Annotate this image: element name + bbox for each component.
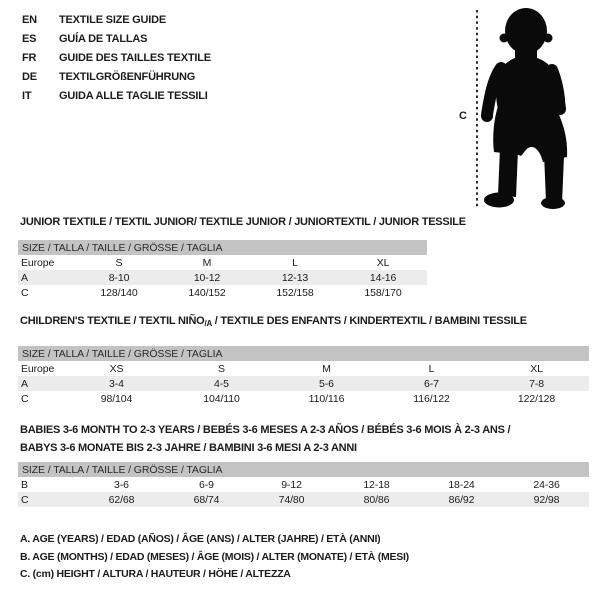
- value-cell: 6-7: [379, 376, 484, 391]
- value-cell: 14-16: [339, 270, 427, 285]
- footnote-b: B. AGE (MONTHS) / EDAD (MESES) / ÂGE (MOIS) / ALTER (MONATE) / ETÀ (MESI): [20, 550, 409, 563]
- baby-silhouette-icon: [440, 0, 600, 220]
- table-row: [18, 477, 589, 492]
- language-row: [22, 29, 211, 48]
- row-label-cell: Europe: [21, 256, 55, 269]
- value-cell: L: [428, 362, 435, 375]
- row-label-cell: C: [21, 392, 29, 405]
- language-code: FR: [22, 51, 37, 64]
- language-label: GUIDA ALLE TAGLIE TESSILI: [59, 89, 208, 102]
- value-cell: 12-18: [363, 478, 390, 491]
- value-cell: 122/128: [517, 392, 556, 405]
- value-cell: M: [202, 256, 212, 269]
- value-cell: 12-13: [251, 270, 339, 285]
- footnotes: [20, 531, 409, 584]
- size-header-row: [18, 462, 589, 477]
- size-header-label: SIZE / TALLA / TAILLE / GRÖSSE / TAGLIA: [18, 462, 589, 477]
- size-header-label: SIZE / TALLA / TAILLE / GRÖSSE / TAGLIA: [18, 240, 427, 255]
- row-label-cell: Europe: [21, 362, 55, 375]
- height-measure-label: C: [459, 110, 467, 122]
- value-cell: L: [292, 256, 298, 269]
- table-row: [18, 391, 589, 406]
- row-label-cell: A: [18, 270, 75, 285]
- table-row: [18, 255, 427, 270]
- value-cell: 92/98: [504, 492, 589, 507]
- value-cell: 152/158: [276, 286, 314, 299]
- value-cell: 24-36: [533, 478, 560, 491]
- babies-table-title: [20, 422, 510, 457]
- value-cell: 3-6: [114, 478, 129, 491]
- value-cell: XL: [530, 362, 543, 375]
- language-code: EN: [22, 13, 37, 26]
- junior-table-title: JUNIOR TEXTILE / TEXTIL JUNIOR/ TEXTILE JUNIOR / JUNIORTEXTIL / JUNIOR TESSILE: [20, 216, 466, 228]
- language-label: TEXTILGRÖßENFÜHRUNG: [59, 70, 196, 83]
- value-cell: 18-24: [448, 478, 475, 491]
- language-row: [22, 48, 211, 67]
- language-label: TEXTILE SIZE GUIDE: [59, 13, 167, 26]
- language-code: DE: [22, 70, 37, 83]
- language-code: ES: [22, 32, 37, 45]
- value-cell: 128/140: [100, 286, 138, 299]
- baby-height-figure: [440, 0, 600, 220]
- size-header-row: [18, 346, 589, 361]
- children-size-table: [18, 346, 589, 406]
- value-cell: 140/152: [188, 286, 226, 299]
- value-cell: 110/116: [308, 392, 345, 405]
- children-title-text: / TEXTILE DES ENFANTS / KINDERTEXTIL / BAMBINI TESSILE: [211, 315, 527, 327]
- value-cell: 10-12: [163, 270, 251, 285]
- size-header-label: SIZE / TALLA / TAILLE / GRÖSSE / TAGLIA: [18, 346, 589, 361]
- language-code: IT: [22, 89, 32, 102]
- value-cell: XS: [109, 362, 124, 375]
- value-cell: 98/104: [100, 392, 133, 405]
- children-title-subscript: /A: [204, 319, 212, 328]
- language-label: GUÍA DE TALLAS: [59, 32, 148, 45]
- babies-title-line2: BABYS 3-6 MONATE BIS 2-3 JAHRE / BAMBINI 3-6 MESI A 2-3 ANNI: [20, 441, 357, 454]
- value-cell: 104/110: [203, 392, 240, 405]
- language-label: GUIDE DES TAILLES TEXTILE: [59, 51, 211, 64]
- babies-size-table: [18, 462, 589, 507]
- baby-silhouette-shape: [484, 8, 567, 209]
- row-label-cell: C: [21, 286, 29, 299]
- children-table-title: [20, 315, 527, 330]
- language-row: [22, 10, 211, 29]
- footnote-a: A. AGE (YEARS) / EDAD (AÑOS) / ÂGE (ANS) / ALTER (JAHRE) / ETÀ (ANNI): [20, 533, 381, 545]
- value-cell: M: [322, 362, 331, 375]
- value-cell: 158/170: [364, 286, 402, 299]
- table-row: [18, 270, 427, 285]
- table-row: [18, 361, 589, 376]
- table-row: [18, 492, 589, 507]
- value-cell: 8-10: [75, 270, 163, 285]
- value-cell: S: [115, 256, 123, 269]
- value-cell: 74/80: [249, 492, 334, 507]
- value-cell: 6-9: [199, 478, 214, 491]
- value-cell: 3-4: [64, 376, 169, 391]
- value-cell: 116/122: [413, 392, 450, 405]
- babies-title-line1: BABIES 3-6 MONTH TO 2-3 YEARS / BEBÉS 3-6 MESES A 2-3 AÑOS / BÉBÉS 3-6 MOIS À 2-3 ANS /: [20, 424, 511, 436]
- value-cell: 80/86: [334, 492, 419, 507]
- row-label-cell: B: [21, 478, 28, 491]
- footnote-c: C. (cm) HEIGHT / ALTURA / HAUTEUR / HÖHE / ALTEZZA: [20, 568, 291, 580]
- value-cell: XL: [376, 256, 390, 269]
- table-row: [18, 285, 427, 300]
- value-cell: 5-6: [274, 376, 379, 391]
- children-title-text: CHILDREN'S TEXTILE / TEXTIL NIÑO: [20, 315, 205, 327]
- value-cell: 7-8: [484, 376, 589, 391]
- value-cell: 62/68: [79, 492, 164, 507]
- size-header-row: [18, 240, 427, 255]
- junior-size-table: [18, 240, 427, 300]
- value-cell: 68/74: [164, 492, 249, 507]
- language-guide-list: [22, 10, 211, 105]
- language-row: [22, 86, 211, 105]
- language-row: [22, 67, 211, 86]
- value-cell: 4-5: [169, 376, 274, 391]
- value-cell: S: [218, 362, 225, 375]
- row-label-cell: C: [18, 492, 79, 507]
- value-cell: 9-12: [281, 478, 302, 491]
- value-cell: 86/92: [419, 492, 504, 507]
- table-row: [18, 376, 589, 391]
- row-label-cell: A: [18, 376, 64, 391]
